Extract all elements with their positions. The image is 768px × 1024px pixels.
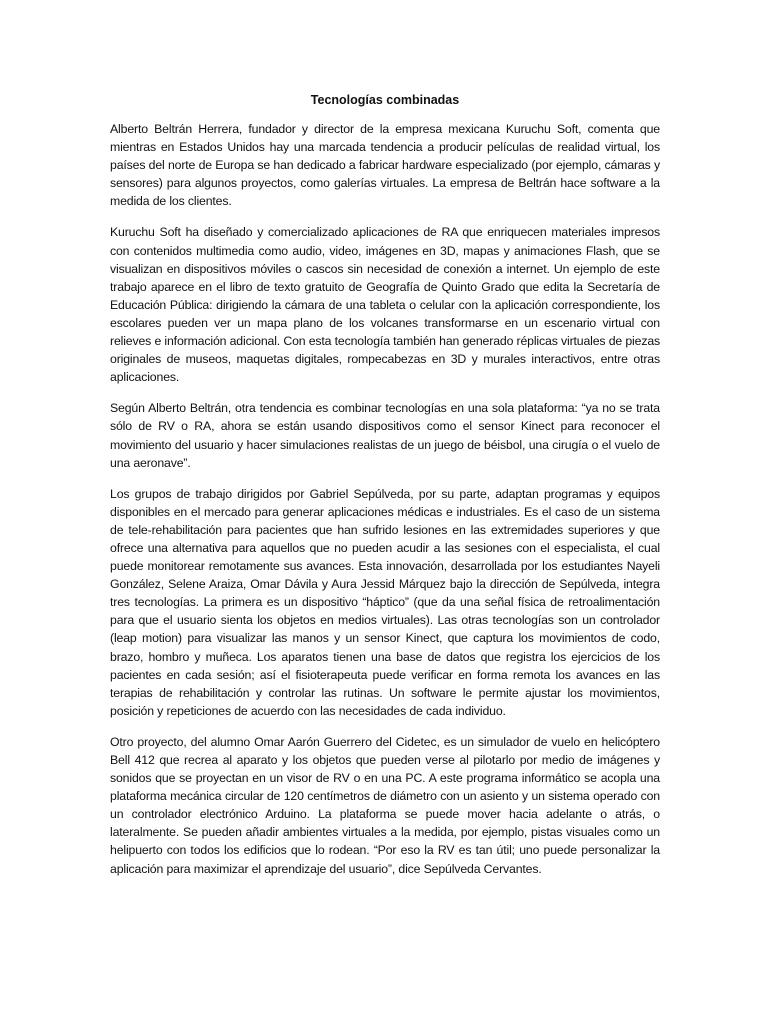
paragraph-2: Kuruchu Soft ha diseñado y comercializado aplicaciones de RA que enriquecen materiales impresos con contenidos multimedia como audio, video, imágenes en 3D, mapas y animaciones Flash, que se visualizan en dispositivos móviles o cascos sin necesidad de conexión a internet. Un ejemplo de este trabajo aparece en el libro de texto gratuito de Geografía de Quinto Grado que edita la Secretaría de Educación Pública: dirigiendo la cámara de una tableta o celular con la aplicación correspondiente, los escolares pueden ver un mapa plano de los volcanes transformarse en un escenario virtual con relieves e información adicional. Con esta tecnología también han generado réplicas virtuales de piezas originales de museos, maquetas digitales, rompecabezas en 3D y murales interactivos, entre otras aplicaciones. bbox=[110, 225, 660, 385]
paragraph-3: Según Alberto Beltrán, otra tendencia es combinar tecnologías en una sola plataforma: “ya no se trata sólo de RV o RA, ahora se están usando dispositivos como el sensor Kinect para reconocer el movimiento del usuario y hacer simulaciones realistas de un juego de béisbol, una cirugía o el vuelo de una aeronave”. bbox=[110, 401, 660, 470]
paragraph-1: Alberto Beltrán Herrera, fundador y director de la empresa mexicana Kuruchu Soft, comenta que mientras en Estados Unidos hay una marcada tendencia a producir películas de realidad virtual, los países del norte de Europa se han dedicado a fabricar hardware especializado (por ejemplo, cámaras y sensores) para algunos proyectos, como galerías virtuales. La empresa de Beltrán hace software a la medida de los clientes. bbox=[110, 122, 660, 209]
document-page bbox=[110, 91, 660, 891]
document-title: Tecnologías combinadas bbox=[310, 93, 460, 107]
paragraph-4: Los grupos de trabajo dirigidos por Gabriel Sepúlveda, por su parte, adaptan programas y equipos disponibles en el mercado para generar aplicaciones médicas e industriales. Es el caso de un sistema de tele-rehabilitación para pacientes que han sufrido lesiones en las extremidades superiores y que ofrece una alternativa para aquellos que no pueden acudir a las sesiones con el especialista, el cual puede monitorear remotamente sus avances. Esta innovación, desarrollada por los estudiantes Nayeli González, Selene Araiza, Omar Dávila y Aura Jessid Márquez bajo la dirección de Sepúlveda, integra tres tecnologías. La primera es un dispositivo “háptico” (que da una señal física de retroalimentación para que el usuario sienta los objetos en medios virtuales). Las otras tecnologías son un controlador (leap motion) para visualizar las manos y un sensor Kinect, que captura los movimientos de codo, brazo, hombro y muñeca. Los aparatos tienen una base de datos que registra los ejercicios de los pacientes en cada sesión; así el fisioterapeuta puede verificar en forma remota los avances en las terapias de rehabilitación y controlar las rutinas. Un software le permite ajustar los movimientos, posición y repeticiones de acuerdo con las necesidades de cada individuo. bbox=[110, 486, 660, 718]
paragraph-5: Otro proyecto, del alumno Omar Aarón Guerrero del Cidetec, es un simulador de vuelo en helicóptero Bell 412 que recrea al aparato y los objetos que pueden verse al pilotarlo por medio de imágenes y sonidos que se proyectan en un visor de RV o en una PC. A este programa informático se acopla una plataforma mecánica circular de 120 centímetros de diámetro con un asiento y un sistema operado con un controlador electrónico Arduino. La plataforma se puede mover hacia adelante o atrás, o lateralmente. Se pueden añadir ambientes virtuales a la medida, por ejemplo, pistas visuales como un helipuerto con todos los edificios que lo rodean. “Por eso la RV es tan útil; uno puede personalizar la aplicación para maximizar el aprendizaje del usuario”, dice Sepúlveda Cervantes. bbox=[110, 734, 660, 876]
